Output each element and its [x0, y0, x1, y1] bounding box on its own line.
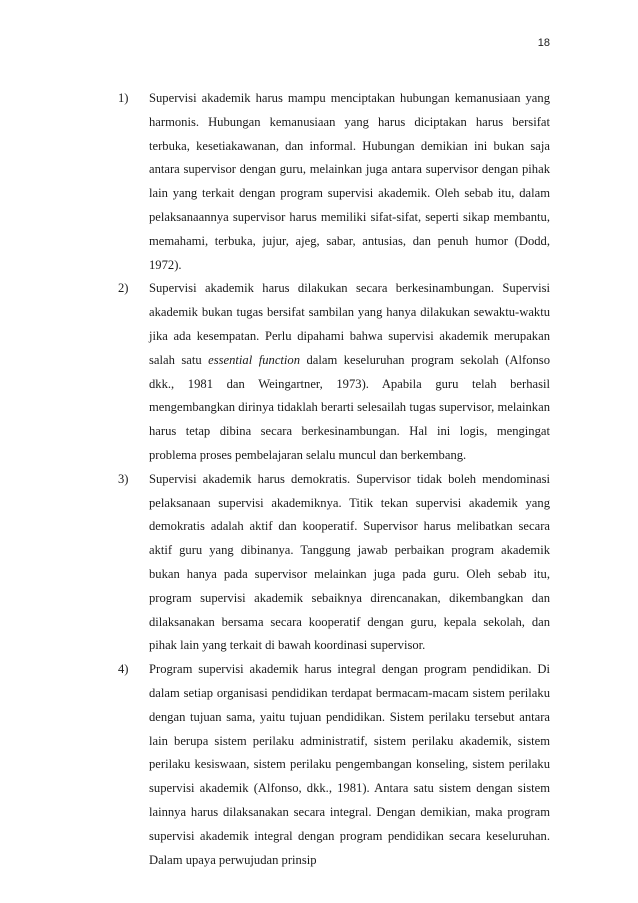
item-number: 4)	[118, 662, 129, 677]
list-item	[118, 87, 550, 277]
item-text-segment: Supervisi akademik harus mampu menciptakan hubungan kemanusiaan yang harmonis. Hubungan kemanusiaan yang harus diciptakan harus bersifat terbuka, kesetiakawanan, dan informal. Hubungan demikian ini bukan saja antara supervisor dengan guru, melainkan juga antara supervisor dengan pihak lain yang terkait dengan program supervisi akademik. Oleh sebab itu, dalam pelaksanaannya supervisor harus memiliki sifat-sifat, seperti sikap membantu, memahami, terbuka, jujur, ajeg, sabar, antusias, dan penuh humor (Dodd, 1972).	[149, 91, 550, 272]
page-number: 18	[537, 37, 550, 49]
item-text	[149, 658, 550, 872]
item-number: 2)	[118, 281, 129, 296]
item-number: 3)	[118, 471, 129, 486]
item-text-segment: Supervisi akademik harus dilakukan secara berkesinambungan. Supervisi akademik bukan tugas bersifat sambilan yang hanya dilakukan sewaktu-waktu jika ada kesempatan. Perlu dipahami bahwa supervisi akademik merupakan salah satu	[149, 281, 550, 367]
item-text	[149, 87, 550, 277]
item-text-italic-term: essential function	[208, 352, 300, 367]
item-text-segment: Supervisi akademik harus demokratis. Supervisor tidak boleh mendominasi pelaksanaan supervisi akademiknya. Titik tekan supervisi akademik yang demokratis adalah aktif dan kooperatif. Supervisor harus melibatkan secara aktif guru yang dibinanya. Tanggung jawab perbaikan program akademik bukan hanya pada supervisor melainkan juga pada guru. Oleh sebab itu, program supervisi akademik sebaiknya direncanakan, dikembangkan dan dilaksanakan bersama secara kooperatif dengan guru, kepala sekolah, dan pihak lain yang terkait di bawah koordinasi supervisor.	[149, 471, 550, 653]
principles-list	[118, 87, 550, 872]
list-item	[118, 658, 550, 872]
item-text-segment: dalam keseluruhan program sekolah (Alfonso dkk., 1981 dan Weingartner, 1973). Apabila guru telah berhasil mengembangkan dirinya tidaklah berarti selesailah tugas supervisor, melainkan harus tetap dibina secara berkesinambungan. Hal ini logis, mengingat problema proses pembelajaran selalu muncul dan berkembang.	[149, 352, 550, 462]
item-number: 1)	[118, 91, 129, 105]
item-text	[149, 277, 550, 467]
item-text	[149, 468, 550, 658]
item-text-segment: Program supervisi akademik harus integral dengan program pendidikan. Di dalam setiap organisasi pendidikan terdapat bermacam-macam sistem perilaku dengan tujuan sama, yaitu tujuan pendidikan. Sistem perilaku tersebut antara lain berupa sistem perilaku administratif, sistem perilaku akademik, sistem perilaku kesiswaan, sistem perilaku pengembangan konseling, sistem perilaku supervisi akademik (Alfonso, dkk., 1981). Antara satu sistem dengan sistem lainnya harus dilaksanakan secara integral. Dengan demikian, maka program supervisi akademik integral dengan program pendidikan secara keseluruhan. Dalam upaya perwujudan prinsip	[149, 662, 550, 867]
list-item	[118, 277, 550, 467]
list-item	[118, 468, 550, 658]
